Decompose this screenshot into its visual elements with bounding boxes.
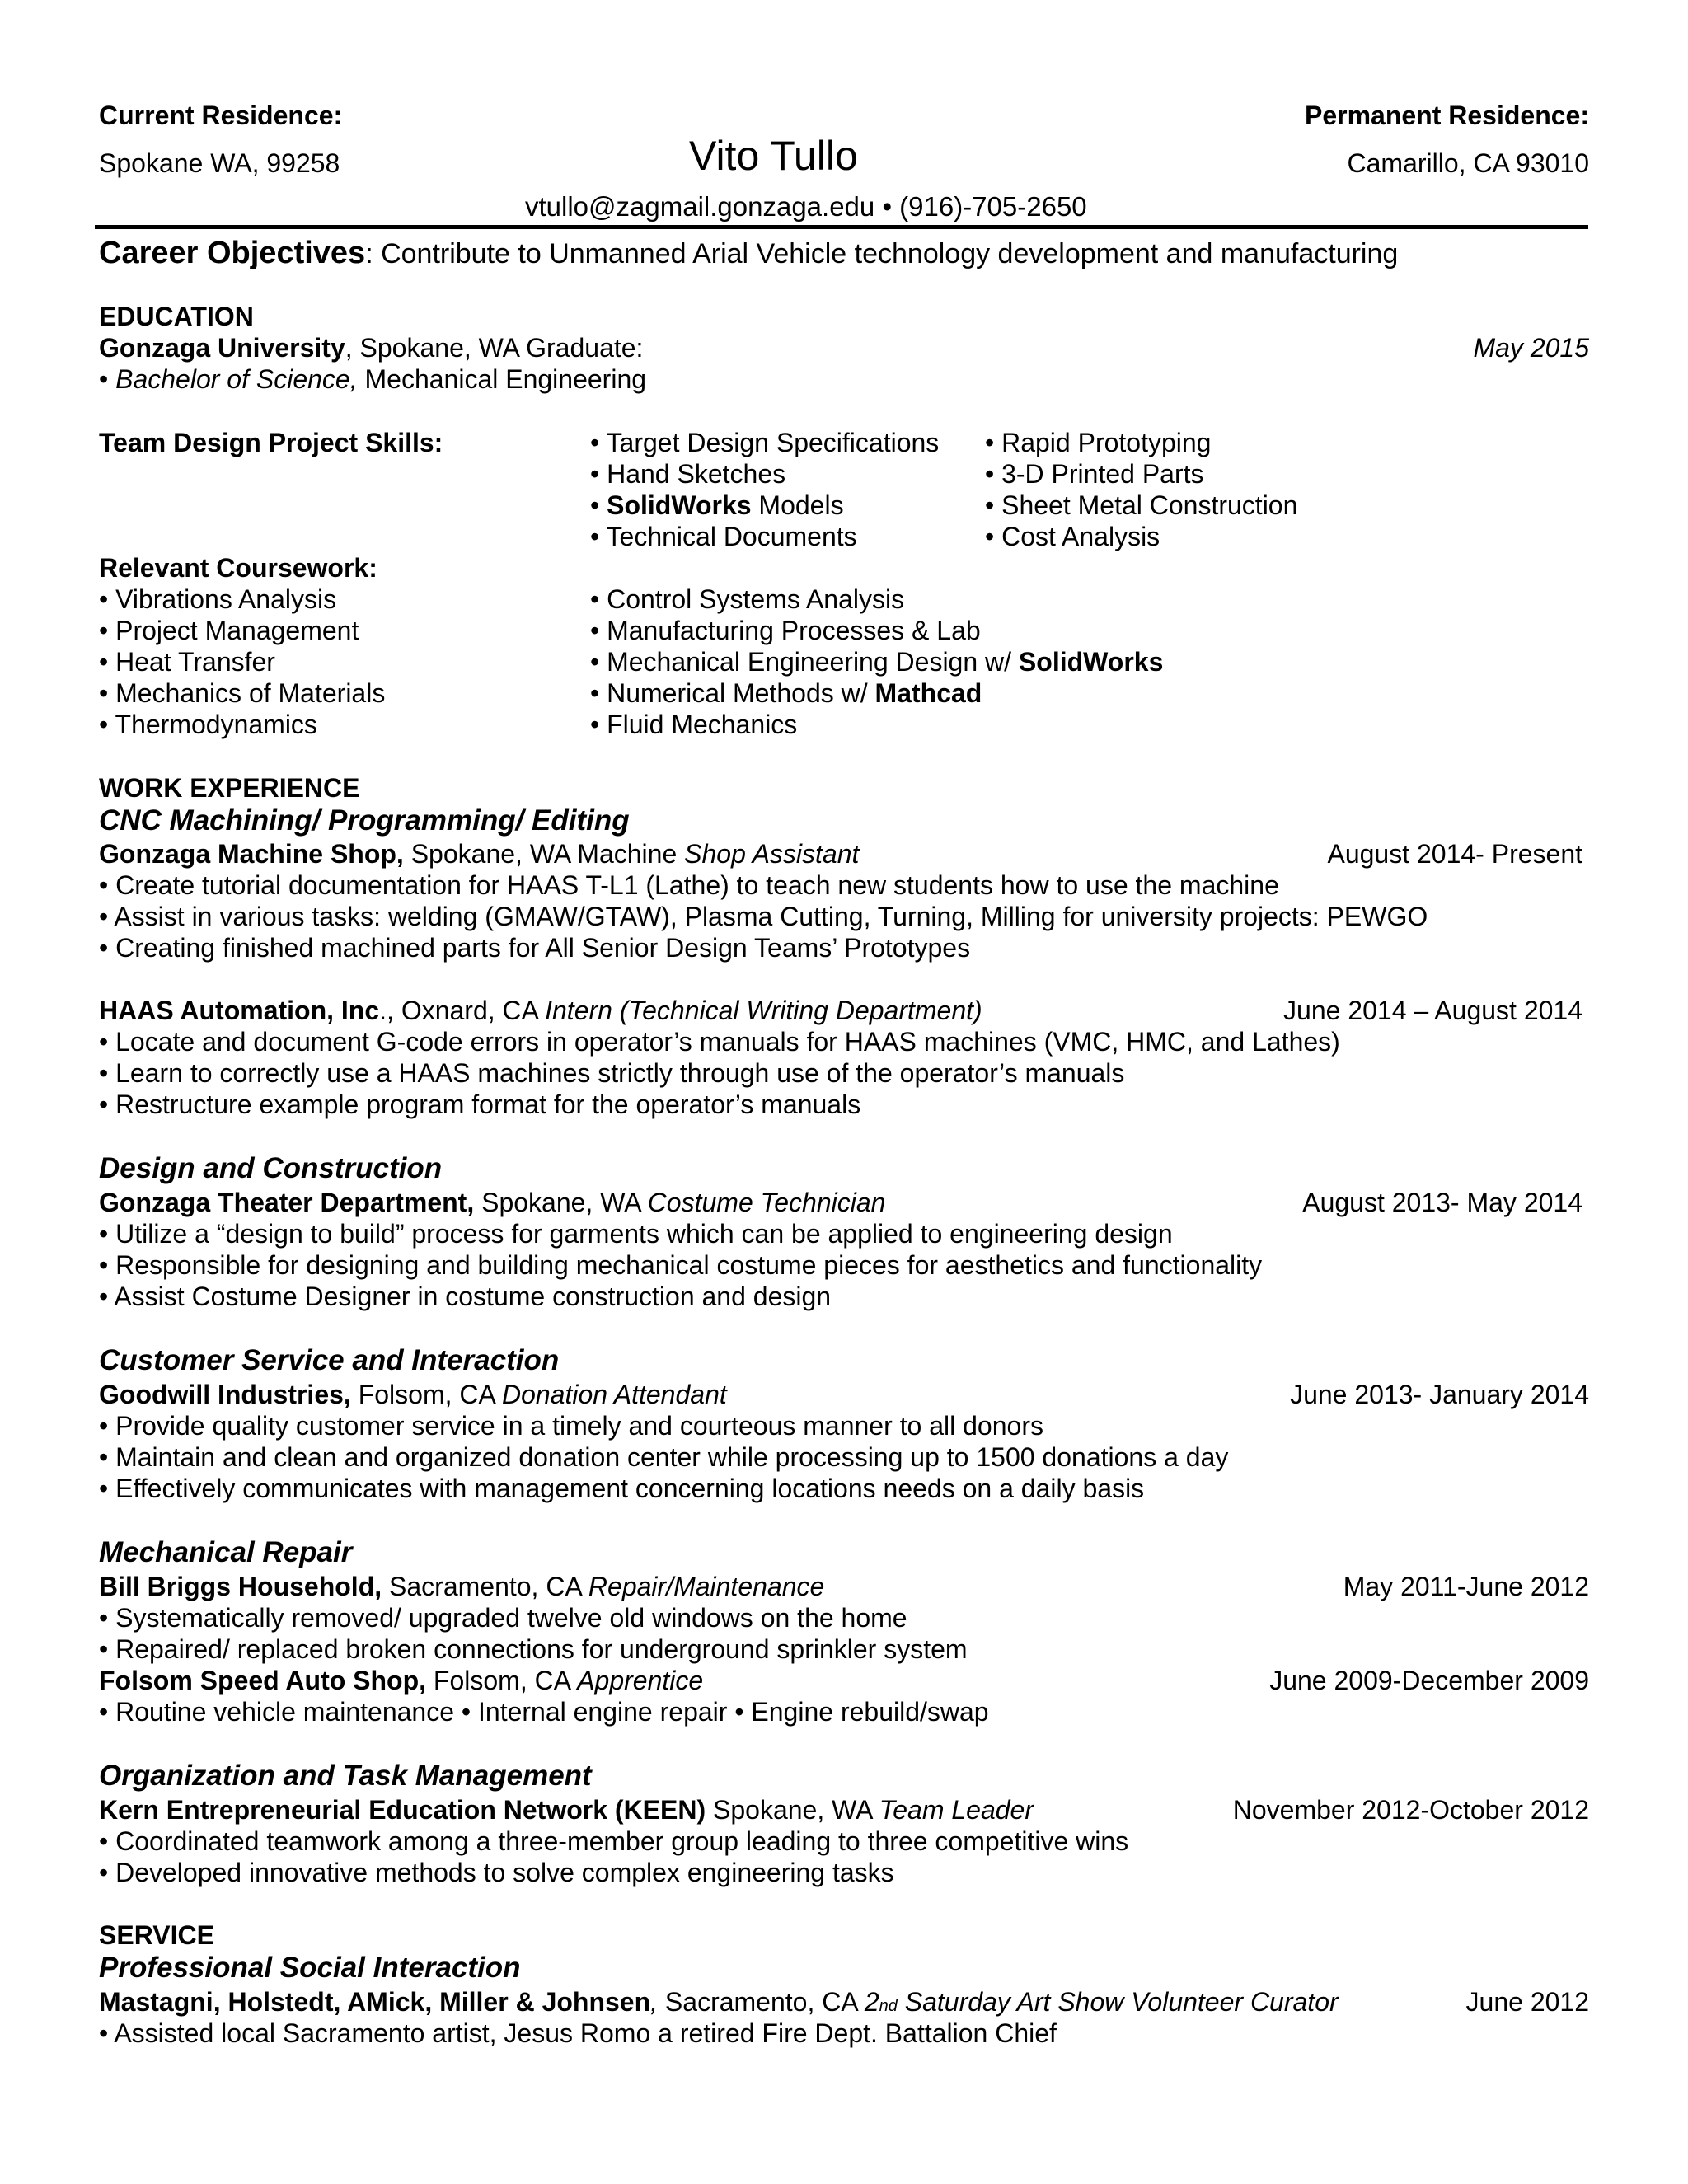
email[interactable]: vtullo@zagmail.gonzaga.edu <box>525 191 875 222</box>
employer: Bill Briggs Household, <box>99 1572 382 1601</box>
career-objective <box>99 237 1398 269</box>
objective-label: Career Objectives <box>99 236 366 270</box>
skill-item: • Technical Documents <box>590 522 857 551</box>
job-line <box>99 1797 1034 1823</box>
job-location: Spokane, WA <box>706 1795 879 1825</box>
job-date: November 2012-October 2012 <box>1232 1795 1589 1825</box>
ordinal-suffix: nd <box>879 1997 898 2015</box>
phone: (916)-705-2650 <box>899 191 1087 222</box>
course-item: • Control Systems Analysis <box>590 584 905 614</box>
employer: Mastagni, Holstedt, AMick, Miller & Johnsen <box>99 1987 651 2017</box>
contact-separator: • <box>882 191 892 222</box>
job-role: Costume Technician <box>647 1188 886 1217</box>
solidworks-rest: Models <box>751 490 844 520</box>
course-item <box>590 649 1163 675</box>
job-date: June 2013- January 2014 <box>1290 1380 1589 1409</box>
degree-major: Mechanical Engineering <box>357 364 647 394</box>
job-bullet: • Creating finished machined parts for All Senior Design Teams’ Prototypes <box>99 933 971 963</box>
job-date: June 2009-December 2009 <box>1269 1666 1589 1695</box>
education-heading: EDUCATION <box>99 302 254 331</box>
section-title: Design and Construction <box>99 1152 443 1184</box>
job-bullet: • Locate and document G-code errors in operator’s manuals for HAAS machines (VMC, HMC, and Lathes) <box>99 1027 1340 1057</box>
job-line <box>99 1189 885 1216</box>
skill-item: • 3-D Printed Parts <box>985 459 1204 489</box>
skill-item <box>590 492 844 518</box>
skill-bullet: • <box>590 490 607 520</box>
solidworks-bold: SolidWorks <box>607 490 752 520</box>
employer-comma: , <box>650 1987 659 2017</box>
graduation-date: May 2015 <box>1473 333 1589 363</box>
job-line <box>99 1667 703 1694</box>
school-location: , Spokane, WA Graduate: <box>345 333 644 363</box>
job-bullet: • Responsible for designing and building mechanical costume pieces for aesthetics and functionality <box>99 1250 1263 1280</box>
coursework-label: Relevant Coursework: <box>99 553 377 583</box>
section-title: Mechanical Repair <box>99 1536 353 1568</box>
job-bullet: • Systematically removed/ upgraded twelve old windows on the home <box>99 1603 907 1633</box>
job-bullet: • Routine vehicle maintenance • Internal engine repair • Engine rebuild/swap <box>99 1697 989 1727</box>
current-residence-city: Spokane WA, 99258 <box>99 148 340 178</box>
employer: Folsom Speed Auto Shop, <box>99 1666 427 1695</box>
job-role: Team Leader <box>879 1795 1034 1825</box>
job-bullet: • Developed innovative methods to solve complex engineering tasks <box>99 1858 894 1887</box>
job-location: Spokane, WA Machine <box>403 839 685 869</box>
employer: Goodwill Industries, <box>99 1380 351 1409</box>
job-line <box>99 1573 824 1600</box>
contact-line <box>525 193 1087 220</box>
job-bullet: • Coordinated teamwork among a three-member group leading to three competitive wins <box>99 1826 1129 1856</box>
job-line <box>99 997 982 1024</box>
job-role: Intern (Technical Writing Department) <box>545 996 982 1025</box>
objective-text: : Contribute to Unmanned Arial Vehicle technology development and manufacturing <box>365 238 1399 269</box>
resume-name: Vito Tullo <box>689 133 858 179</box>
employer: Gonzaga Theater Department, <box>99 1188 475 1217</box>
course-item: • Heat Transfer <box>99 647 275 677</box>
job-bullet: • Utilize a “design to build” process for garments which can be applied to engineering design <box>99 1219 1173 1249</box>
job-line <box>99 841 859 867</box>
job-role: Repair/Maintenance <box>588 1572 825 1601</box>
job-role: Donation Attendant <box>501 1380 727 1409</box>
skill-item: • Cost Analysis <box>985 522 1160 551</box>
job-location: Folsom, CA <box>350 1380 502 1409</box>
job-bullet: • Learn to correctly use a HAAS machines strictly through use of the operator’s manuals <box>99 1058 1125 1088</box>
job-bullet: • Assisted local Sacramento artist, Jesus Romo a retired Fire Dept. Battalion Chief <box>99 2018 1057 2048</box>
job-location: Sacramento, CA <box>382 1572 588 1601</box>
skill-item: • Sheet Metal Construction <box>985 490 1298 520</box>
job-line <box>99 1989 1339 2015</box>
employer: HAAS Automation, Inc <box>99 996 380 1025</box>
work-heading: WORK EXPERIENCE <box>99 773 360 803</box>
skill-item: • Target Design Specifications <box>590 428 940 457</box>
course-text: • Numerical Methods w/ <box>590 678 875 708</box>
education-school-line <box>99 335 643 361</box>
course-item: • Mechanics of Materials <box>99 678 386 708</box>
degree-line <box>99 366 646 392</box>
course-item: • Fluid Mechanics <box>590 710 798 739</box>
job-date: August 2013- May 2014 <box>1302 1188 1582 1217</box>
header-rule <box>95 225 1588 229</box>
section-title: CNC Machining/ Programming/ Editing <box>99 804 630 837</box>
permanent-residence-city: Camarillo, CA 93010 <box>1347 148 1589 178</box>
section-title: Organization and Task Management <box>99 1760 592 1792</box>
skill-item: • Hand Sketches <box>590 459 786 489</box>
job-bullet: • Create tutorial documentation for HAAS T-L1 (Lathe) to teach new students how to use the machine <box>99 870 1279 900</box>
job-bullet: • Assist Costume Designer in costume construction and design <box>99 1282 832 1311</box>
job-role: Apprentice <box>577 1666 704 1695</box>
skills-label: Team Design Project Skills: <box>99 428 443 457</box>
job-role: Shop Assistant <box>684 839 860 869</box>
section-title: Customer Service and Interaction <box>99 1344 560 1376</box>
course-item: • Thermodynamics <box>99 710 317 739</box>
job-bullet: • Restructure example program format for the operator’s manuals <box>99 1090 861 1119</box>
job-location: Spokane, WA <box>474 1188 648 1217</box>
employer: Gonzaga Machine Shop, <box>99 839 404 869</box>
ordinal-number: 2 <box>864 1987 879 2017</box>
degree-type: Bachelor of Science, <box>115 364 358 394</box>
school-name: Gonzaga University <box>99 333 345 363</box>
course-bold: Mathcad <box>874 678 982 708</box>
skill-item: • Rapid Prototyping <box>985 428 1212 457</box>
job-date: August 2014- Present <box>1327 839 1582 869</box>
course-item: • Manufacturing Processes & Lab <box>590 616 981 645</box>
job-bullet: • Provide quality customer service in a timely and courteous manner to all donors <box>99 1411 1043 1441</box>
course-item: • Vibrations Analysis <box>99 584 337 614</box>
job-bullet: • Maintain and clean and organized donation center while processing up to 1500 donations a day <box>99 1442 1229 1472</box>
job-bullet: • Effectively communicates with management concerning locations needs on a daily basis <box>99 1474 1145 1503</box>
degree-bullet: • <box>99 364 116 394</box>
section-title: Professional Social Interaction <box>99 1952 521 1984</box>
job-date: May 2011-June 2012 <box>1343 1572 1589 1601</box>
course-bold: SolidWorks <box>1018 647 1164 677</box>
course-item: • Project Management <box>99 616 359 645</box>
service-heading: SERVICE <box>99 1920 214 1950</box>
current-residence-label: Current Residence: <box>99 101 343 130</box>
job-date: June 2012 <box>1465 1987 1589 2017</box>
job-bullet: • Assist in various tasks: welding (GMAW/GTAW), Plasma Cutting, Turning, Milling for university projects: PEWGO <box>99 902 1428 931</box>
job-location: Sacramento, CA <box>658 1987 865 2017</box>
job-location: ., Oxnard, CA <box>379 996 546 1025</box>
job-line <box>99 1381 727 1408</box>
job-date: June 2014 – August 2014 <box>1283 996 1582 1025</box>
permanent-residence-label: Permanent Residence: <box>1304 101 1589 130</box>
job-role: Saturday Art Show Volunteer Curator <box>897 1987 1339 2017</box>
job-location: Folsom, CA <box>426 1666 578 1695</box>
course-text: • Mechanical Engineering Design w/ <box>590 647 1019 677</box>
course-item <box>590 680 982 706</box>
job-bullet: • Repaired/ replaced broken connections for underground sprinkler system <box>99 1634 968 1664</box>
employer: Kern Entrepreneurial Education Network (KEEN) <box>99 1795 706 1825</box>
